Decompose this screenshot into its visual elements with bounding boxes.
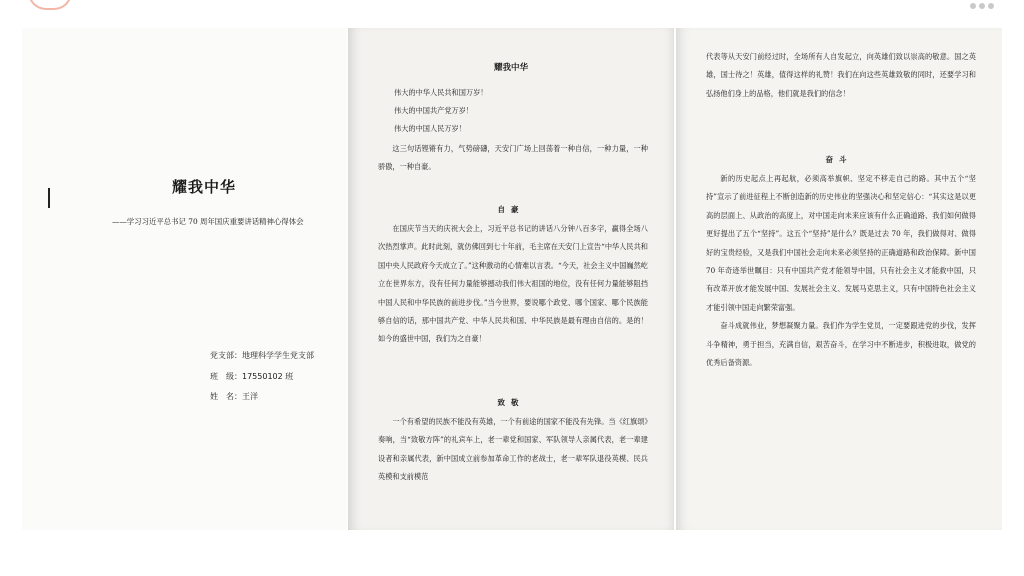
document-page-2	[348, 28, 674, 530]
salute-paragraph: 一个有希望的民族不能没有英雄，一个有前途的国家不能没有先锋。当《红旗颂》奏响，当“致敬方阵”的礼宾车上，老一辈党和国家、军队领导人亲属代表，老一辈建设者和亲属代表，新中国成立前参加革命工作的老战士，老一辈军队退役英模、民兵英模和支前模范	[378, 417, 648, 482]
class-label: 班 级：17550102 班	[210, 372, 294, 381]
pride-paragraph: 在国庆节当天的庆祝大会上，习近平总书记的讲话八分钟八百多字，赢得全场八次热烈掌声。此时此刻，就仿佛回到七十年前，毛主席在天安门上宣告“中华人民共和国中央人民政府今天成立了。”这种激动的心情难以言表。“今天，社会主义中国巍然屹立在世界东方，没有任何力量能够撼动我们伟大祖国的地位，没有任何力量能够阻挡中国人民和中华民族的前进步伐。”当今世界，要说哪个政党、哪个国家、哪个民族能够自信的话，那中国共产党、中华人民共和国、中华民族是最有理由自信的。是的！如今的盛世中国，我们为之自豪！	[378, 224, 648, 344]
strive-paragraph-1: 新的历史起点上再起航，必须高举旗帜、坚定不移走自己的路。其中五个“坚持”宣示了前进征程上不断创造新的历史伟业的坚强决心和坚定信心：“其实这是以更高的层面上、从政治的高度上，对中国走向未来应该有什么正确道路、我们如何做得更好提出了五个“坚持”。这五个“坚持”是什么？既是过去 70 年，我们做得对、做得好的宝贵经验，又是我们中国社会走向未来必须坚持的正确道路和政治保障。新中国 70 年奇迹举世瞩目：只有中国共产党才能领导中国，只有社会主义才能救中国，只有改革开放才能发展中国、发展社会主义、发展马克思主义，只有中国特色社会主义才能引领中国走向繁荣富强。	[706, 174, 976, 312]
more-dots-icon[interactable]	[970, 0, 1000, 4]
section-heading-strive: 奋斗	[825, 155, 853, 164]
cheer-line-2: 伟大的中国共产党万岁！	[394, 106, 474, 115]
name-label: 姓 名：王洋	[210, 392, 258, 401]
section-heading-salute: 致敬	[497, 398, 525, 407]
salute-continuation: 代表等从天安门前经过时，全场所有人自发起立，向英雄们致以崇高的敬意。国之英雄，国士待之！英雄，值得这样的礼赞！我们在向这些英雄致敬的同时，还要学习和弘扬他们身上的品格，他们就是我们的信念！	[706, 52, 976, 98]
page-heading: 耀我中华	[493, 63, 528, 73]
intro-paragraph: 这三句话铿锵有力，气势磅礴，天安门广场上回荡着一种自信，一种力量，一种骄傲，一种自豪。	[378, 144, 648, 172]
text-cursor	[48, 188, 50, 208]
cheer-line-1: 伟大的中华人民共和国万岁！	[394, 88, 488, 97]
cover-subtitle: ——学习习近平总书记 70 周年国庆重要讲话精神心得体会	[112, 217, 304, 226]
party-branch-label: 党支部：地理科学学生党支部	[210, 351, 314, 360]
cheer-line-3: 伟大的中国人民万岁！	[394, 124, 466, 133]
strive-paragraph-2: 奋斗成就伟业，梦想凝聚力量。我们作为学生党员，一定要跟进党的步伐，发挥斗争精神，勇于担当，充满自信，艰苦奋斗，在学习中不断进步，积极进取，做党的优秀后备资源。	[706, 321, 976, 368]
document-page-3	[676, 28, 1002, 530]
cover-page	[22, 28, 347, 530]
section-heading-pride: 自豪	[497, 205, 525, 214]
cover-title: 耀我中华	[172, 178, 237, 196]
logo-mark	[28, 0, 72, 10]
